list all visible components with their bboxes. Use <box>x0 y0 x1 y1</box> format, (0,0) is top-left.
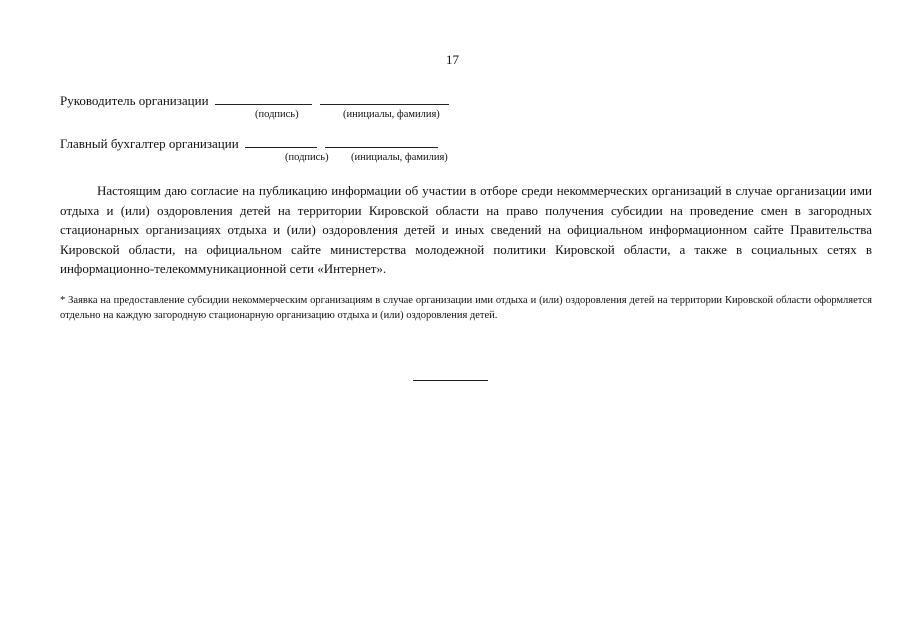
footnote: * Заявка на предоставление субсидии некоммерческим организациям в случае организации ими отдыха и (или) оздоровления детей на территории Кировской области оформляется отдельно на каждую загородную стационарную организацию отдыха и (или) оздоровления детей. <box>60 295 872 321</box>
director-signature-line <box>60 92 449 109</box>
page-number: 17 <box>446 52 459 67</box>
accountant-label: Главный бухгалтер организации <box>60 136 239 151</box>
accountant-name-blank <box>325 135 438 148</box>
consent-paragraph: Настоящим даю согласие на публикацию информации об участии в отборе среди некоммерческих организаций в случае организации ими отдыха и (или) оздоровления детей на территории Кировской области на право получения субсидии на проведение смен в загородных стационарных организациях отдыха и (или) оздоровления детей и иных сведений на официальном информационном сайте Правительства Кировской области, на официальном сайте министерства молодежной политики Кировской области, а также в социальных сетях в информационно-телекоммуникационной сети «Интернет». <box>60 183 872 276</box>
end-rule <box>413 380 488 381</box>
accountant-signature-line <box>60 135 438 152</box>
accountant-name-hint: (инициалы, фамилия) <box>351 152 448 163</box>
director-name-blank <box>320 92 449 105</box>
director-name-hint: (инициалы, фамилия) <box>343 109 440 120</box>
accountant-signature-blank <box>245 135 317 148</box>
director-label: Руководитель организации <box>60 93 209 108</box>
accountant-signature-hint: (подпись) <box>285 152 329 163</box>
director-signature-hint: (подпись) <box>255 109 299 120</box>
director-signature-blank <box>215 92 312 105</box>
